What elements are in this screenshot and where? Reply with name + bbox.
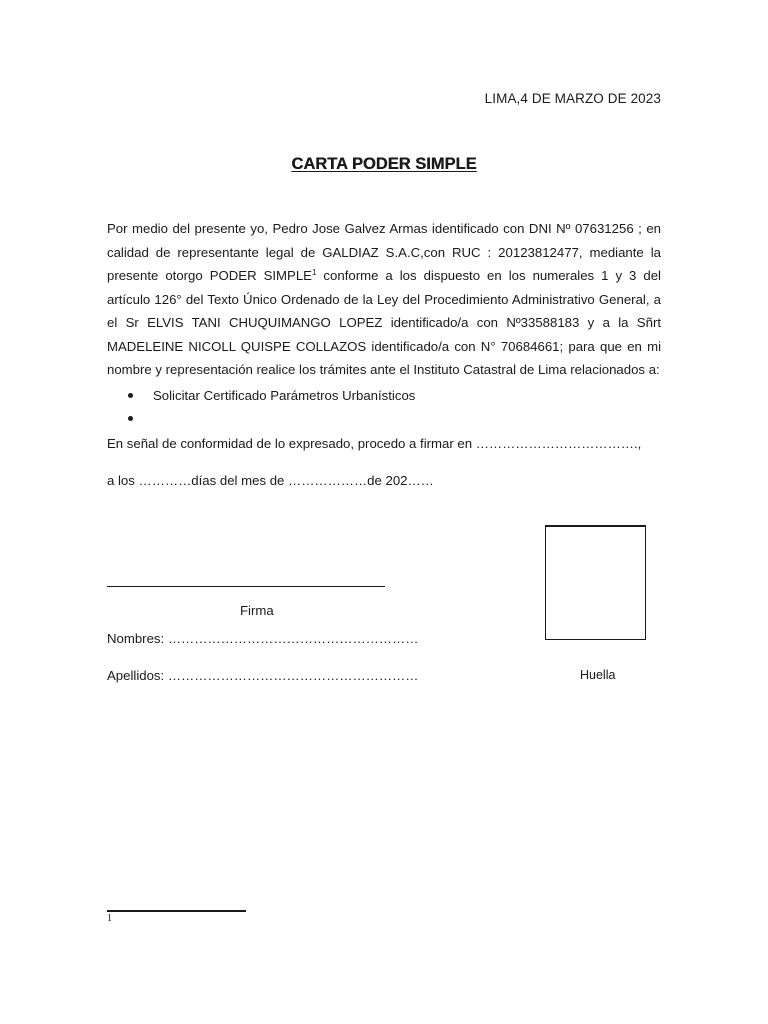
conformity-statement: En señal de conformidad de lo expresado, procedo a firmar en ……………………………….,	[107, 436, 642, 451]
list-item-empty	[107, 407, 415, 430]
body-text-part-1: Por medio del presente yo, Pedro Jose Galvez Armas identificado con DNI Nº 07631256 ; en calidad de representante legal de GALDIAZ S.A.C,con RUC : 20123812477, mediante la presente otorgo PODER SIMPLE	[107, 221, 661, 283]
list-item	[107, 384, 415, 407]
document-date: LIMA,4 DE MARZO DE 2023	[484, 91, 661, 106]
bullet-icon	[128, 393, 133, 398]
body-paragraph	[107, 217, 661, 382]
fingerprint-label: Huella	[580, 668, 616, 682]
date-blank-line: a los …………días del mes de ………………de 202……	[107, 473, 434, 488]
signature-label: Firma	[240, 603, 274, 618]
footnote-separator	[107, 910, 246, 912]
bullet-icon	[128, 416, 133, 421]
footnote-number: 1	[107, 913, 112, 924]
list-item-text: Solicitar Certificado Parámetros Urbanísticos	[153, 388, 416, 403]
body-text-part-2: conforme a los dispuesto en los numerales 1 y 3 del artículo 126° del Texto Único Ordenado de la Ley del Procedimiento Administrativo General, a el Sr ELVIS TANI CHUQUIMANGO LOPEZ identificado/a con Nº33588183 y a la Sñrt MADELEINE NICOLL QUISPE COLLAZOS identificado/a con N° 70684661; para que en mi nombre y representación realice los trámites ante el Instituto Catastral de Lima relacionados a:	[107, 268, 661, 377]
document-title: CARTA PODER SIMPLE	[291, 155, 477, 173]
footnote-reference: 1	[311, 268, 317, 277]
names-field: Nombres: …………………………………………………	[107, 631, 419, 646]
fingerprint-box	[545, 525, 646, 640]
procedures-list	[107, 384, 415, 430]
surnames-field: Apellidos: …………………………………………………	[107, 668, 419, 683]
signature-line	[107, 586, 385, 587]
